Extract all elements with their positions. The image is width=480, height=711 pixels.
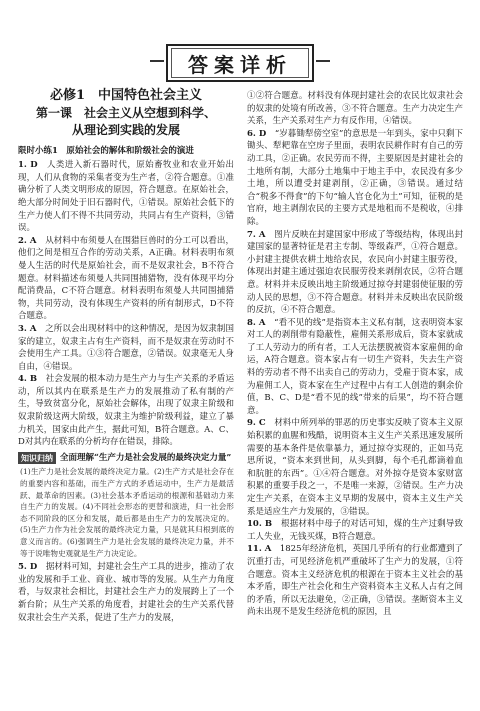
knowledge-tag: 知识归纳: [18, 452, 56, 465]
answer-8: 8. A “看不见的线”是指资本主义私有制，这表明资本家对工人的剥削带有隐蔽性，雇佣关系形成后，资本家就成了工人劳动力的所有者，工人无法摆脱被资本家雇佣的命运，A符合题意。资本家占有一切生产资料，失去生产资料的劳动者不得不出卖自己的劳动力，受雇于资本家，成为雇佣工人，资本家在生产过程中占有工人创造的剩余价值，B、C、D是“看不见的线”带来的后果”，均不符合题意。: [247, 317, 463, 416]
answer-1: 1. D 人类进入新石器时代，原始畜牧业和农业开始出现，人们从食物的采集者变为生产者，②符合题意。①准确分析了人类文明形成的原因，符合题意。在原始社会，绝大部分时间处于旧石器时代，①错误。原始社会低下的生产力使人们不得不共同劳动，共同占有生产资料，③错误。: [18, 160, 234, 234]
drill-title: 限时小练1 原始社会的解体和阶级社会的演进: [18, 145, 194, 156]
answer-5-continued: ①②符合题意。材料没有体现封建社会的农民比奴隶社会的奴隶的处境有所改善，③不符合题意。生产力决定生产关系，生产关系对生产力有反作用，④错误。: [247, 91, 463, 127]
answer-11: 11. A 1825年经济危机，英国几乎所有的行业都遭到了沉重打击，可见经济危机严重破坏了生产力的发展，①符合题意。资本主义经济危机的根源在于资本主义社会的基本矛盾，即生产社会化和生产资料资本主义私人占有之间的矛盾，所以无法避免，②正确，③错误。垄断资本主义尚未出现不是发生经济危机的原因，且: [247, 544, 463, 618]
knowledge-title: 全面理解“生产力是社会发展的最终决定力量”: [60, 452, 232, 463]
answer-7: 7. A 图片反映在封建国家中形成了等级结构，体现出封建国家的显著特征是君主专制、等级森严，①符合题意。小封建主提供农耕土地给农民，农民向小封建主服劳役，体现出封建主通过强迫农民服劳役来剥削农民，②符合题意。材料并未反映出地主阶级通过掠夺封建弱使征服的劳动人民的思想，③不符合题意。材料并未反映出农民阶级的反抗，④不符合题意。: [247, 229, 463, 316]
answer-2: 2. A 从材料中布须曼人在围猎巨兽时的分工可以看出，他们之间是相互合作的劳动关系，A正确。材料表明布须曼人生活的时代是原始社会，而不是奴隶社会，B不符合题意。材料描述布须曼人共同围捕猎物，没有体现平均分配消费品，C不符合题意。材料表明布须曼人共同围捕猎物，共同劳动，没有体现生产资料的所有制形式，D不符合题意。: [18, 235, 234, 322]
answer-3: 3. A 之所以会出现材料中的这种情况，是因为奴隶制国家的建立，奴隶主占有生产资料，而不是奴隶在劳动时不会使用生产工具。①③符合题意，②错误。奴隶毫无人身自由，④错误。: [18, 323, 234, 372]
banner-ornament-right: [316, 60, 330, 62]
chapter-title: 必修1 中国特色社会主义: [49, 88, 203, 103]
answer-banner: [166, 44, 314, 82]
right-column: [247, 90, 463, 619]
left-column: [18, 90, 234, 624]
lesson-title-line1: 第一课 社会主义从空想到科学、: [35, 105, 216, 120]
answer-6: 6. D “岁暮锄犁傍空室”的意思是一年到头，家中只剩下锄头、犁耙靠在空房子里面，表明农民耕作时有自己的劳动工具，②正确。农民劳而不得，主要原因是封建社会的土地所有制，大部分土地集中于地主手中，农民没有多少土地，所以遭受封建剥削，②正确，③错误。通过结合“税多不得食”的下句“输人官仓化为土”可知，征税的是官府，地主剥削农民的主要方式是地租而不是税收，④排除。: [247, 128, 463, 227]
lesson-title: [18, 105, 234, 139]
answer-9: 9. C 材料中所列举的罪恶的历史事实反映了资本主义原始积累的血腥和残酷，说明资本主义生产关系迅速发展所需要的基本条件是依靠暴力，通过掠夺实现的，正如马克思所说，“资本来到世间，从头到脚，每个毛孔都滴着血和肮脏的东西”。①④符合题意。对外掠夺是资本家财富积累的重要手段之一，不是唯一来源，②错误。生产力决定生产关系，在资本主义早期的发展中，资本主义生产关系是适应生产力发展的，③错误。: [247, 418, 463, 517]
knowledge-box-header: [18, 452, 234, 465]
answer-10: 10. B 根据材料中母子的对话可知，煤的生产过剩导致工人失业，无钱买煤，B符合题意。: [247, 519, 463, 542]
answer-4: 4. B 社会发展的根本动力是生产力与生产关系的矛盾运动，所以其内在联系是生产力的发展推动了私有制的产生，导致贫富分化，原始社会解体，出现了奴隶主阶级和奴隶阶级这两大阶级，奴隶主为维护阶级利益，建立了暴力机关，国家由此产生，据此可知，B符合题意。A、C、D对其内在联系的分析均存在错误，排除。: [18, 374, 234, 448]
banner-ornament-left: [150, 60, 164, 62]
answer-5: 5. D 据材料可知，封建社会生产工具的进步，推动了农业的发展和手工业、商业、城市等的发展。从生产力角度看，与奴隶社会相比，封建社会生产力的发展跨上了一个新台阶；从生产关系的角度看，封建社会的生产关系代替奴隶社会生产关系，促进了生产力的发展，: [18, 562, 234, 623]
lesson-title-line2: 从理论到实践的发展: [71, 122, 180, 137]
knowledge-note: (1)生产力是社会发展的最终决定力量。(2)生产方式是社会存在的重要内容和基础，而生产方式的矛盾运动中，生产力是最活跃、最革命的因素。(3)社会基本矛盾运动的根源和基础动力来自生产力的发展。(4)不同社会形态的更替和演进，归一社会形态不同阶段的区分和发展，最后都是由生产力的发展决定的。(5)生产力作为社会发展的最终决定力量，只是就其归根到底的意义而言的。(6)强调生产力是社会发展的最终决定力量，并不等于说唯物史观就是生产力决定论。: [20, 467, 234, 558]
banner-title: 答案详析: [188, 52, 292, 77]
